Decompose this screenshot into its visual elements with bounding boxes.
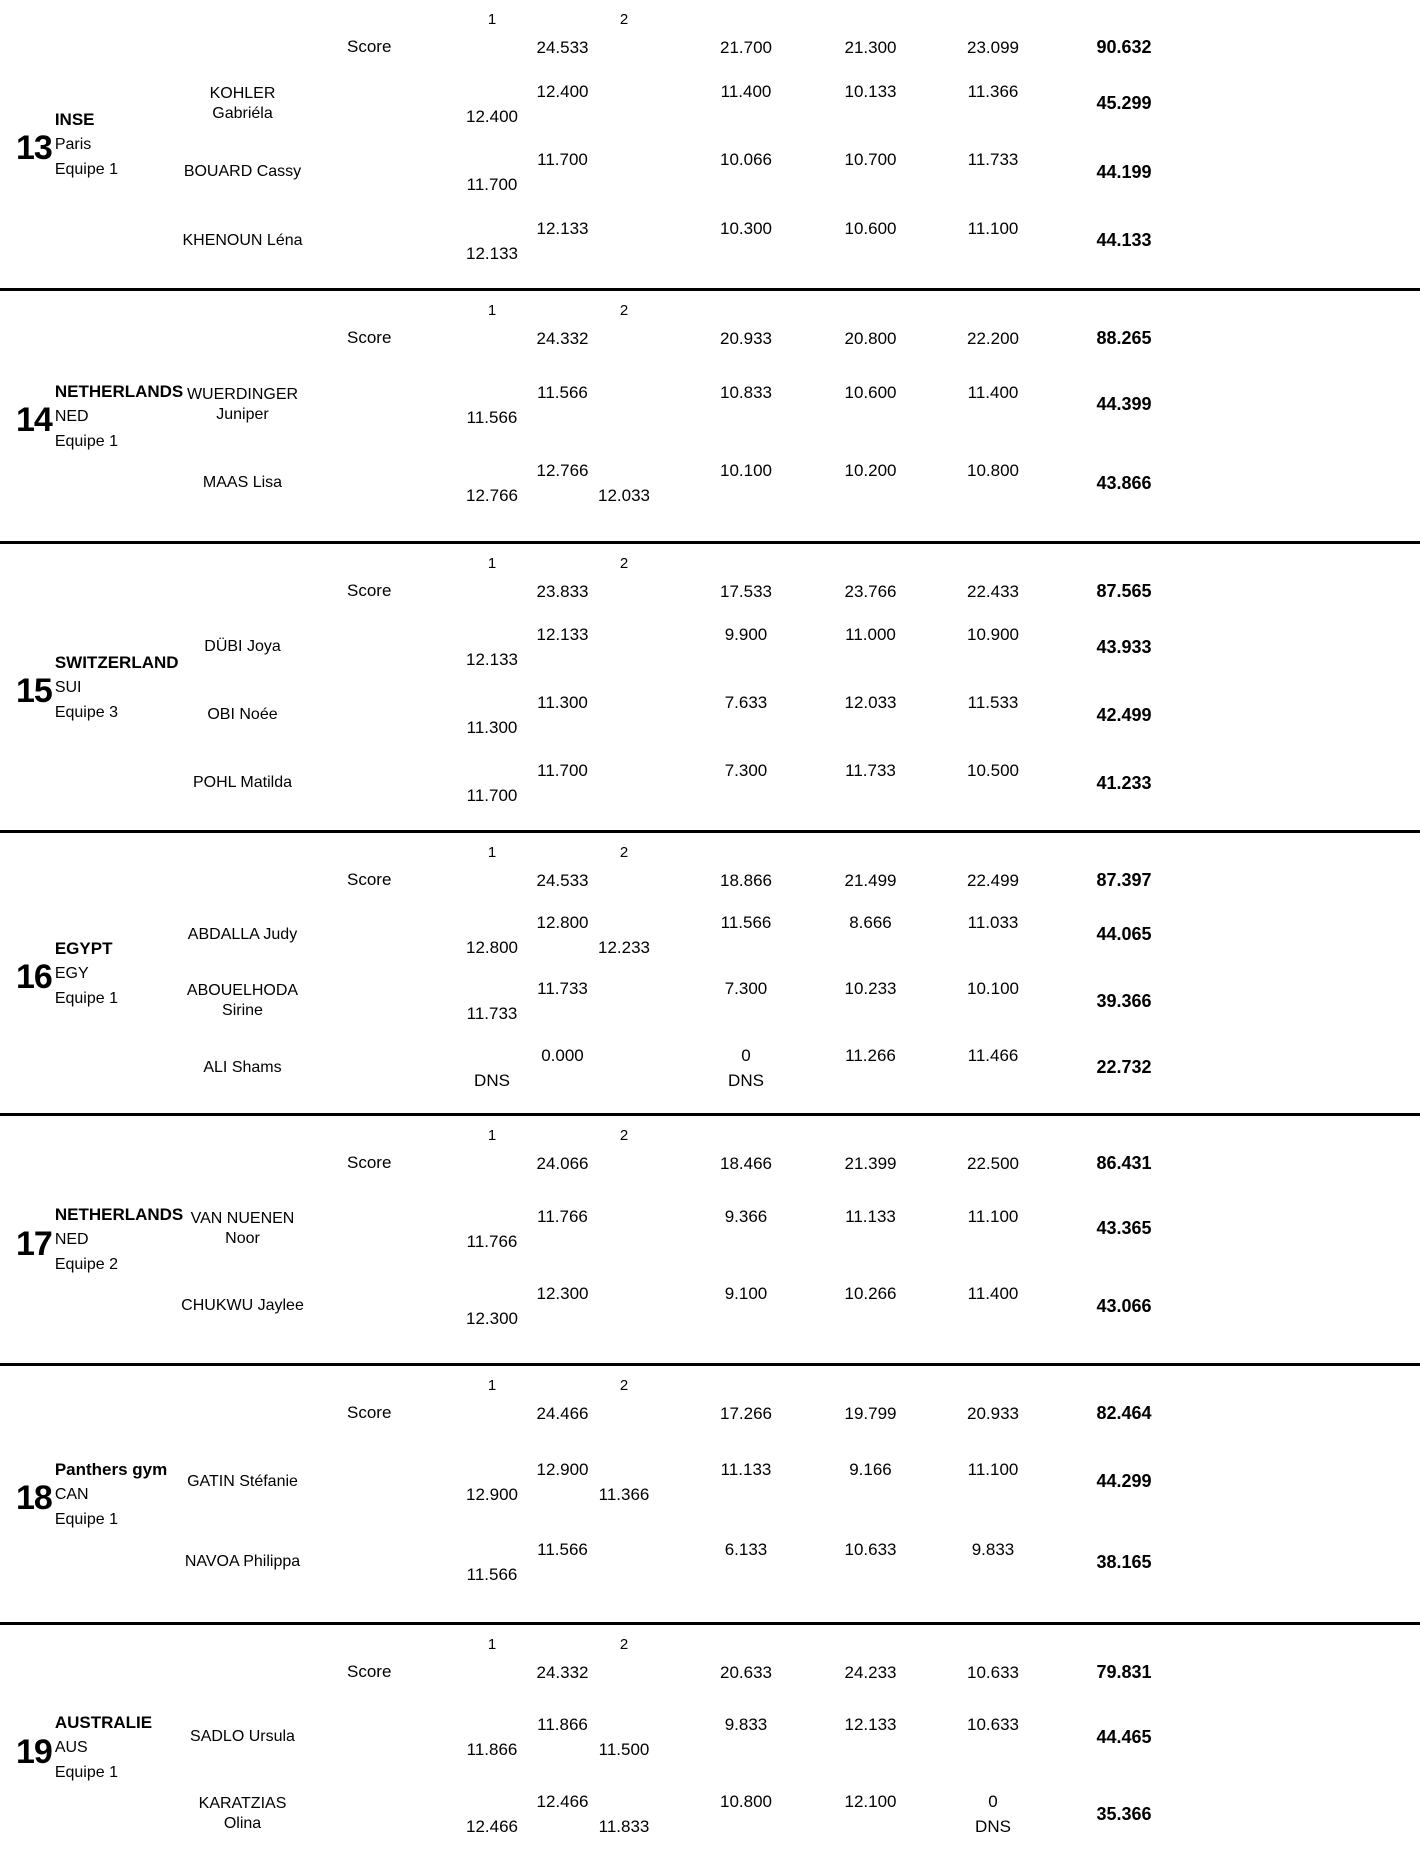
athlete-score-c4: 10.600 [844, 382, 897, 402]
athlete-name-line: SADLO Ursula [190, 1728, 295, 1745]
team-equipe: Equipe 1 [54, 1510, 118, 1528]
team-score-c1: 24.533 [536, 870, 589, 890]
athlete-name-line: Olina [223, 1815, 262, 1832]
score-label: Score [347, 870, 392, 889]
athlete-sub-score-2: 11.500 [598, 1740, 650, 1759]
athlete-score-pass1: 11.866 [537, 1715, 588, 1734]
team-name: Panthers gym [54, 1459, 168, 1479]
athlete-score-c5: 11.366 [967, 81, 1019, 101]
athlete-sub-score-1: 11.733 [466, 1004, 518, 1023]
team-region: NED [54, 407, 89, 425]
team-name: NETHERLANDS [54, 1205, 184, 1224]
athlete-score-c4: 10.200 [844, 461, 897, 481]
team-equipe: Equipe 2 [54, 1256, 118, 1273]
athlete-total-score: 44.399 [1096, 394, 1152, 415]
team-score-c4: 24.233 [844, 1662, 897, 1682]
athlete-sub-score-1: 12.133 [466, 243, 518, 263]
athlete-row [180, 1043, 1420, 1093]
athlete-rows [0, 1685, 1420, 1870]
pass-2-header: 2 [619, 301, 629, 319]
pass-1-header: 1 [487, 1126, 497, 1144]
athlete-sub-score-2: 11.833 [598, 1817, 650, 1836]
team-score-c5: 10.633 [967, 1662, 1019, 1682]
athlete-name-line: NAVOA Philippa [184, 1553, 301, 1571]
athlete-score-c5: 10.500 [967, 761, 1019, 780]
team-name: NETHERLANDS [54, 381, 184, 401]
athlete-sub-score-1: 12.900 [466, 1484, 518, 1504]
team-panel [0, 544, 180, 830]
score-label: Score [347, 1403, 392, 1422]
athlete-name [180, 690, 305, 740]
athlete-total-score: 43.866 [1096, 472, 1152, 493]
team-info [55, 379, 183, 454]
athlete-sub-score-3: DNS [728, 1070, 764, 1090]
athlete-row [180, 380, 1420, 430]
athlete-name-line: KARATZIAS [198, 1795, 287, 1812]
athlete-name [180, 1457, 305, 1507]
team-block [0, 1363, 1420, 1622]
pass-1-header: 1 [487, 10, 497, 28]
athlete-name-line: KOHLER [209, 84, 276, 102]
athlete-score-c3: 7.300 [724, 979, 768, 998]
team-panel [0, 833, 180, 1113]
pass-1-header: 1 [487, 554, 497, 572]
pass-2-header: 2 [619, 843, 629, 861]
pass-1-header: 1 [487, 843, 497, 861]
pass-1-header: 1 [487, 1635, 497, 1653]
team-score-row [180, 578, 1420, 604]
athlete-total-score: 39.366 [1096, 990, 1152, 1011]
pass-2-header: 2 [619, 1126, 629, 1144]
pass-2-header: 2 [619, 554, 629, 572]
team-rank: 19 [16, 1732, 52, 1771]
athlete-name [180, 216, 305, 266]
athlete-total-score: 43.365 [1096, 1218, 1152, 1239]
team-score-c5: 23.099 [967, 37, 1019, 57]
athlete-name-line: MAAS Lisa [202, 474, 283, 492]
athlete-sub-score-1: 12.466 [466, 1817, 518, 1836]
team-block [0, 830, 1420, 1113]
athlete-name-line: Sirine [222, 1002, 263, 1019]
athlete-score-c4: 12.100 [844, 1792, 897, 1811]
athlete-name [180, 147, 305, 197]
athlete-score-c5: 11.466 [967, 1045, 1019, 1065]
pass-2-header: 2 [619, 10, 629, 28]
team-score-row [180, 1150, 1420, 1176]
athlete-name-line: WUERDINGER [186, 385, 299, 403]
athlete-name [180, 458, 305, 508]
team-score-c1: 24.332 [536, 328, 589, 348]
team-score-c4: 20.800 [844, 328, 897, 348]
athlete-score-c4: 11.733 [845, 761, 896, 780]
athlete-sub-score-1: 12.766 [466, 486, 518, 506]
team-score-c1: 24.066 [536, 1153, 589, 1173]
athlete-score-c3: 7.633 [724, 693, 768, 712]
athlete-row [180, 79, 1420, 129]
athlete-total-score: 35.366 [1096, 1803, 1152, 1824]
athlete-score-c4: 11.266 [845, 1045, 896, 1065]
athlete-score-pass1: 11.300 [537, 693, 588, 712]
athlete-total-score: 38.165 [1096, 1551, 1152, 1572]
athlete-total-score: 44.465 [1096, 1726, 1152, 1747]
athlete-score-pass1: 12.766 [536, 461, 589, 481]
team-score-c3: 18.866 [720, 870, 772, 890]
athlete-total-score: 44.299 [1096, 1471, 1152, 1492]
team-score-c4: 21.499 [844, 870, 897, 890]
athlete-score-c3: 9.100 [724, 1284, 768, 1304]
athlete-row [180, 216, 1420, 266]
athlete-row [180, 1204, 1420, 1254]
team-name: INSE [54, 109, 95, 129]
athlete-sub-score-1: 11.566 [466, 1565, 518, 1585]
team-equipe: Equipe 1 [54, 1764, 118, 1781]
athlete-name-line: CHUKWU Jaylee [181, 1297, 304, 1315]
team-rank: 17 [16, 1224, 52, 1263]
team-region: Paris [54, 135, 92, 153]
team-score-c5: 22.200 [967, 328, 1019, 348]
athlete-score-c5: 10.800 [967, 461, 1019, 481]
athlete-name [180, 1789, 305, 1839]
athlete-rows [0, 1426, 1420, 1622]
athlete-name [180, 1204, 305, 1254]
athlete-score-c3: 10.833 [720, 382, 772, 402]
pass-header-row [180, 553, 1420, 573]
team-score-c5: 22.499 [967, 870, 1019, 890]
athlete-name-line: POHL Matilda [193, 774, 292, 791]
team-score-c1: 23.833 [536, 581, 589, 601]
team-info [55, 1457, 167, 1532]
team-total-score: 86.431 [1096, 1152, 1152, 1173]
athlete-name [180, 1281, 305, 1331]
athlete-score-pass1: 12.300 [536, 1284, 589, 1304]
team-score-row [180, 1400, 1420, 1426]
athlete-name-line: KHENOUN Léna [182, 231, 303, 249]
team-total-score: 79.831 [1096, 1661, 1152, 1682]
pass-header-row [180, 9, 1420, 29]
athlete-total-score: 22.732 [1096, 1057, 1152, 1077]
team-panel [0, 291, 184, 541]
athlete-score-c5: 11.733 [967, 150, 1019, 169]
athlete-total-score: 44.133 [1096, 230, 1152, 250]
team-block [0, 541, 1420, 830]
pass-header-row [180, 1375, 1420, 1395]
athlete-sub-score-5: DNS [975, 1817, 1011, 1836]
athlete-name [180, 758, 305, 808]
team-info [55, 936, 118, 1011]
athlete-score-c3: 9.833 [724, 1715, 768, 1734]
athlete-total-score: 44.065 [1096, 924, 1152, 944]
team-equipe: Equipe 1 [54, 432, 118, 450]
team-score-row [180, 325, 1420, 351]
team-equipe: Equipe 3 [54, 703, 118, 721]
athlete-score-c5: 0 [988, 1792, 998, 1811]
team-score-c3: 20.933 [720, 328, 772, 348]
team-info [55, 107, 118, 182]
athlete-score-c3: 11.133 [720, 1459, 772, 1479]
athlete-score-c4: 12.133 [844, 1715, 897, 1734]
team-block [0, 1622, 1420, 1870]
athlete-score-c3: 9.900 [724, 625, 768, 644]
athlete-score-c3: 7.300 [724, 761, 768, 780]
athlete-sub-score-1: DNS [474, 1070, 510, 1090]
athlete-row [180, 622, 1420, 672]
team-region: EGY [54, 964, 89, 982]
athlete-name-line: BOUARD Cassy [183, 163, 302, 180]
athlete-score-pass1: 12.466 [536, 1792, 589, 1811]
athlete-name [180, 976, 305, 1026]
athlete-score-c5: 11.400 [967, 1284, 1019, 1304]
athlete-row [180, 1457, 1420, 1507]
pass-header-row [180, 1634, 1420, 1654]
athlete-score-c4: 9.166 [849, 1459, 892, 1479]
athlete-score-c4: 10.633 [844, 1540, 897, 1560]
team-name: AUSTRALIE [54, 1713, 153, 1732]
athlete-score-c3: 6.133 [724, 1540, 768, 1560]
athlete-total-score: 42.499 [1096, 704, 1152, 725]
athlete-sub-score-1: 12.300 [466, 1309, 518, 1329]
athlete-row [180, 147, 1420, 197]
team-score-c1: 24.466 [536, 1403, 589, 1423]
team-region: NED [54, 1231, 89, 1248]
pass-header-row [180, 300, 1420, 320]
athlete-score-c5: 11.100 [967, 1459, 1019, 1479]
athlete-name [180, 1043, 305, 1093]
team-score-c3: 18.466 [720, 1153, 772, 1173]
athlete-row [180, 758, 1420, 808]
athlete-score-pass1: 11.733 [537, 979, 588, 998]
athlete-row [180, 458, 1420, 508]
team-region: AUS [54, 1739, 88, 1756]
athlete-sub-score-1: 12.400 [466, 106, 518, 126]
team-rank: 18 [16, 1479, 52, 1517]
athlete-rows [0, 1176, 1420, 1363]
team-name: SWITZERLAND [54, 652, 179, 672]
team-block [0, 0, 1420, 288]
athlete-total-score: 44.199 [1096, 161, 1152, 182]
athlete-score-c4: 11.133 [845, 1206, 896, 1226]
athlete-row [180, 1281, 1420, 1331]
team-rank: 16 [16, 958, 52, 996]
athlete-name [180, 910, 305, 960]
athlete-row [180, 976, 1420, 1026]
score-label: Score [347, 1153, 392, 1172]
athlete-name [180, 622, 305, 672]
team-score-row [180, 1659, 1420, 1685]
athlete-score-c3: 10.300 [720, 218, 772, 238]
team-rank: 13 [16, 129, 52, 167]
athlete-score-pass1: 11.566 [537, 1540, 588, 1560]
athlete-score-c4: 12.033 [844, 693, 897, 712]
team-score-c3: 20.633 [720, 1662, 772, 1682]
team-total-score: 87.565 [1096, 580, 1152, 601]
athlete-name-line: OBI Noée [207, 706, 278, 723]
athlete-score-c5: 11.100 [967, 1206, 1019, 1226]
athlete-score-c3: 11.400 [720, 81, 772, 101]
team-score-c3: 21.700 [720, 37, 772, 57]
athlete-sub-score-1: 11.700 [466, 786, 518, 805]
athlete-score-c4: 10.600 [844, 218, 897, 238]
team-total-score: 87.397 [1096, 869, 1152, 890]
pass-2-header: 2 [619, 1376, 629, 1394]
athlete-total-score: 43.933 [1096, 636, 1152, 657]
athlete-score-c3: 10.066 [720, 150, 772, 169]
athlete-score-c5: 10.100 [967, 979, 1019, 998]
score-label: Score [347, 581, 392, 600]
athlete-name-line: ALI Shams [203, 1058, 282, 1076]
athlete-score-pass1: 12.400 [536, 81, 589, 101]
athlete-score-c5: 10.633 [967, 1715, 1019, 1734]
athlete-score-c4: 8.666 [849, 912, 892, 932]
athlete-score-c4: 10.233 [844, 979, 897, 998]
athlete-score-pass1: 12.133 [536, 625, 589, 644]
athlete-sub-score-2: 12.033 [598, 486, 650, 506]
athlete-sub-score-1: 11.700 [466, 175, 518, 194]
athlete-rows [0, 60, 1420, 288]
team-equipe: Equipe 1 [54, 160, 118, 178]
team-total-score: 82.464 [1096, 1402, 1152, 1423]
athlete-name-line: DÜBI Joya [204, 638, 281, 655]
team-info [55, 650, 179, 725]
athlete-score-c5: 10.900 [967, 625, 1019, 644]
pass-1-header: 1 [487, 301, 497, 319]
pass-header-row [180, 1125, 1420, 1145]
athlete-score-c5: 11.033 [967, 912, 1019, 932]
athlete-score-c3: 10.800 [720, 1792, 772, 1811]
athlete-total-score: 45.299 [1096, 93, 1152, 113]
team-score-c3: 17.266 [720, 1403, 772, 1423]
athlete-score-pass1: 11.700 [537, 150, 588, 169]
athlete-name [180, 1537, 305, 1587]
team-score-c4: 21.300 [844, 37, 897, 57]
team-info [55, 1710, 152, 1785]
athlete-sub-score-1: 11.766 [466, 1231, 518, 1251]
athlete-score-c3: 11.566 [720, 912, 772, 932]
team-region: SUI [54, 678, 82, 696]
pass-2-header: 2 [619, 1635, 629, 1653]
athlete-score-c3: 9.366 [724, 1206, 768, 1226]
athlete-name-line: ABDALLA Judy [187, 925, 298, 943]
team-score-c4: 23.766 [844, 581, 897, 601]
athlete-score-c5: 11.533 [967, 693, 1019, 712]
team-total-score: 90.632 [1096, 36, 1152, 57]
athlete-score-c3: 0 [741, 1045, 751, 1065]
team-block [0, 288, 1420, 541]
team-block [0, 1113, 1420, 1363]
athlete-name-line: VAN NUENEN [190, 1209, 295, 1227]
athlete-score-c5: 11.400 [967, 382, 1019, 402]
team-equipe: Equipe 1 [54, 989, 118, 1007]
team-score-c1: 24.533 [536, 37, 589, 57]
athlete-score-c4: 10.133 [844, 81, 897, 101]
pass-header-row [180, 842, 1420, 862]
athlete-score-pass1: 12.900 [536, 1459, 589, 1479]
athlete-score-pass1: 12.133 [536, 218, 589, 238]
athlete-score-c3: 10.100 [720, 461, 772, 481]
athlete-sub-score-1: 12.133 [466, 650, 518, 669]
team-panel [0, 1625, 180, 1870]
team-score-c5: 22.500 [967, 1153, 1019, 1173]
team-score-c3: 17.533 [720, 581, 772, 601]
pass-1-header: 1 [487, 1376, 497, 1394]
score-label: Score [347, 37, 392, 56]
athlete-row [180, 1537, 1420, 1587]
athlete-score-pass1: 11.700 [537, 761, 588, 780]
athlete-name-line: GATIN Stéfanie [187, 1472, 298, 1490]
team-score-c5: 20.933 [967, 1403, 1019, 1423]
team-score-c4: 21.399 [844, 1153, 897, 1173]
team-score-c5: 22.433 [967, 581, 1019, 601]
athlete-score-c4: 11.000 [845, 625, 896, 644]
team-score-c1: 24.332 [536, 1662, 589, 1682]
athlete-name-line: Gabriéla [212, 104, 273, 122]
athlete-score-c5: 9.833 [971, 1540, 1015, 1560]
team-score-row [180, 34, 1420, 60]
athlete-score-c5: 11.100 [967, 218, 1019, 238]
athlete-name [180, 1712, 305, 1762]
team-region: CAN [54, 1485, 89, 1503]
team-score-row [180, 867, 1420, 893]
team-rank: 14 [16, 401, 52, 439]
team-rank: 15 [16, 672, 52, 710]
athlete-sub-score-1: 11.566 [466, 407, 518, 427]
athlete-score-pass1: 0.000 [541, 1045, 584, 1065]
team-panel [0, 1116, 184, 1363]
athlete-total-score: 43.066 [1096, 1295, 1152, 1316]
team-score-c4: 19.799 [844, 1403, 897, 1423]
athlete-name [180, 79, 305, 129]
athlete-name [180, 380, 305, 430]
athlete-name-line: ABOUELHODA [186, 982, 299, 999]
athlete-row [180, 1789, 1420, 1839]
athlete-score-c4: 10.700 [844, 150, 897, 169]
athlete-row [180, 1712, 1420, 1762]
athlete-row [180, 910, 1420, 960]
athlete-rows [0, 604, 1420, 830]
team-panel [0, 0, 180, 288]
athlete-sub-score-1: 12.800 [466, 937, 518, 957]
athlete-score-pass1: 11.766 [537, 1206, 588, 1226]
team-total-score: 88.265 [1096, 327, 1152, 348]
athlete-rows [0, 893, 1420, 1113]
athlete-sub-score-2: 12.233 [598, 937, 650, 957]
team-name: EGYPT [54, 938, 113, 958]
athlete-name-line: Noor [225, 1229, 260, 1247]
athlete-total-score: 41.233 [1096, 772, 1152, 793]
athlete-score-pass1: 11.566 [537, 382, 588, 402]
athlete-rows [0, 351, 1420, 541]
team-panel [0, 1366, 180, 1622]
athlete-name-line: Juniper [216, 405, 269, 423]
athlete-score-c4: 10.266 [844, 1284, 897, 1304]
athlete-score-pass1: 12.800 [536, 912, 589, 932]
score-label: Score [347, 328, 392, 347]
athlete-sub-score-2: 11.366 [598, 1484, 650, 1504]
athlete-row [180, 690, 1420, 740]
athlete-sub-score-1: 11.866 [466, 1740, 518, 1759]
score-label: Score [347, 1662, 392, 1681]
athlete-sub-score-1: 11.300 [466, 718, 518, 737]
team-info [55, 1202, 183, 1277]
